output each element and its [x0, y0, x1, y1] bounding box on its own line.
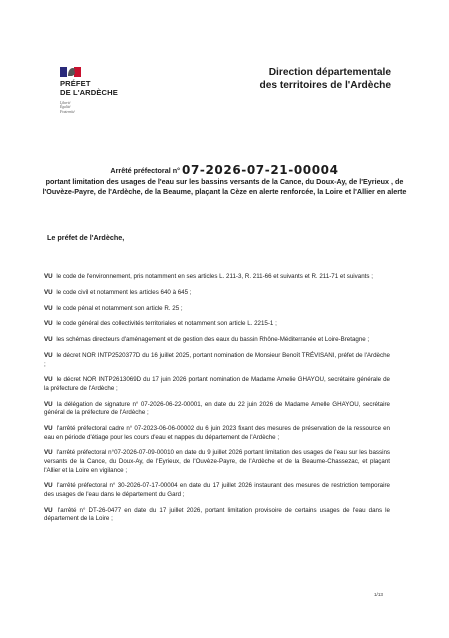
visa-item: VU le code de l'environnement, pris notamment en ses articles L. 211-3, R. 211-66 et suivants et R. 211-71 et suivants ;: [44, 273, 373, 280]
decree-subtitle: portant limitation des usages de l'eau sur les bassins versants de la Cance, du Doux-Ay, de l'Eyrieux , de l'Ouvèze-Payre, de l'Ardèche, de la Beaume, plaçant la Cèze en alerte renforcée, la Loire et l'Allier en alerte: [42, 177, 407, 196]
visa-keyword: VU: [44, 304, 53, 312]
visa-item: VU le décret NOR INTP2520377D du 16 juillet 2025, portant nomination de Monsieur Benoît TRÉVISANI, préfet de l'Ardèche ;: [44, 351, 390, 368]
visa-item: VU l'arrêté préfectoral n°07-2026-07-09-00010 en date du 9 juillet 2026 portant limitation des usages de l'eau sur les bassins versants de la Cance, du Doux-Ay, de l'Eyrieux, de l'Ouvèze-Payre, de l'Ardèche et de la Beaume-Chassezac, et plaçant l'Allier et la Loire en vigilance ;: [44, 449, 390, 474]
visa-item: VU le code pénal et notamment son article R. 25 ;: [44, 304, 183, 312]
visa-keyword: VU: [44, 449, 53, 457]
visa-keyword: VU: [44, 336, 53, 344]
marianne-icon: [60, 66, 82, 78]
visa-keyword: VU: [44, 351, 53, 359]
visa-keyword: VU: [44, 506, 53, 514]
visa-keyword: VU: [44, 273, 53, 280]
visa-keyword: VU: [44, 376, 53, 384]
issuing-authority: Le préfet de l'Ardèche,: [47, 233, 125, 242]
page-number: 1/13: [374, 592, 383, 597]
handwritten-decree-number: 07-2026-07-21-00004: [182, 163, 339, 177]
visa-item: VU le décret NOR INTP2613069D du 17 juin 2026 portant nomination de Madame Amelie GHAYOU, secrétaire générale de la préfecture de l'Ardèche ;: [44, 376, 390, 392]
visa-item: VU l'arrêté préfectoral cadre n° 07-2023-06-06-00002 du 6 juin 2023 fixant des mesures de préservation de la ressource en eau en période d'étiage pour les cours d'eau et nappes du département de l'Ardèche ;: [44, 425, 390, 441]
visa-list: [44, 273, 390, 531]
visa-item: VU le code général des collectivités territoriales et notamment son article L. 2215-1 ;: [44, 320, 277, 328]
visa-keyword: VU: [44, 482, 53, 490]
visa-keyword: VU: [44, 425, 53, 433]
visa-item: VU l'arrêté préfectoral n° 30-2026-07-17-00004 en date du 17 juillet 2026 instaurant des mesures de restriction temporaire des usages de l'eau dans le département du Gard ;: [44, 482, 390, 498]
decree-title: [0, 163, 449, 177]
visa-item: VU l'arrêté n° DT-26-0477 en date du 17 juillet 2026, portant limitation provisoire de certains usages de l'eau dans le département de la Loire ;: [44, 506, 390, 523]
decree-prefix: Arrêté préfectoral n°: [110, 166, 180, 175]
visa-item: VU la délégation de signature n° 07-2026-06-22-00001, en date du 22 juin 2026 de Madame Amelle GHAYOU, secrétaire général de la préfecture de l'Ardèche ;: [44, 400, 390, 417]
republic-motto: Liberté Égalité Fraternité: [60, 101, 75, 114]
visa-item: VU le code civil et notamment les articles 640 à 645 ;: [44, 288, 192, 296]
visa-keyword: VU: [44, 400, 53, 408]
prefet-title: PRÉFET DE L'ARDÈCHE: [60, 79, 118, 97]
visa-keyword: VU: [44, 320, 53, 328]
issuing-directorate: Direction départementale des territoires de l'Ardèche: [259, 67, 391, 91]
visa-item: VU les schémas directeurs d'aménagement et de gestion des eaux du bassin Rhône-Méditerranée et Loire-Bretagne ;: [44, 336, 370, 344]
visa-keyword: VU: [44, 288, 53, 296]
